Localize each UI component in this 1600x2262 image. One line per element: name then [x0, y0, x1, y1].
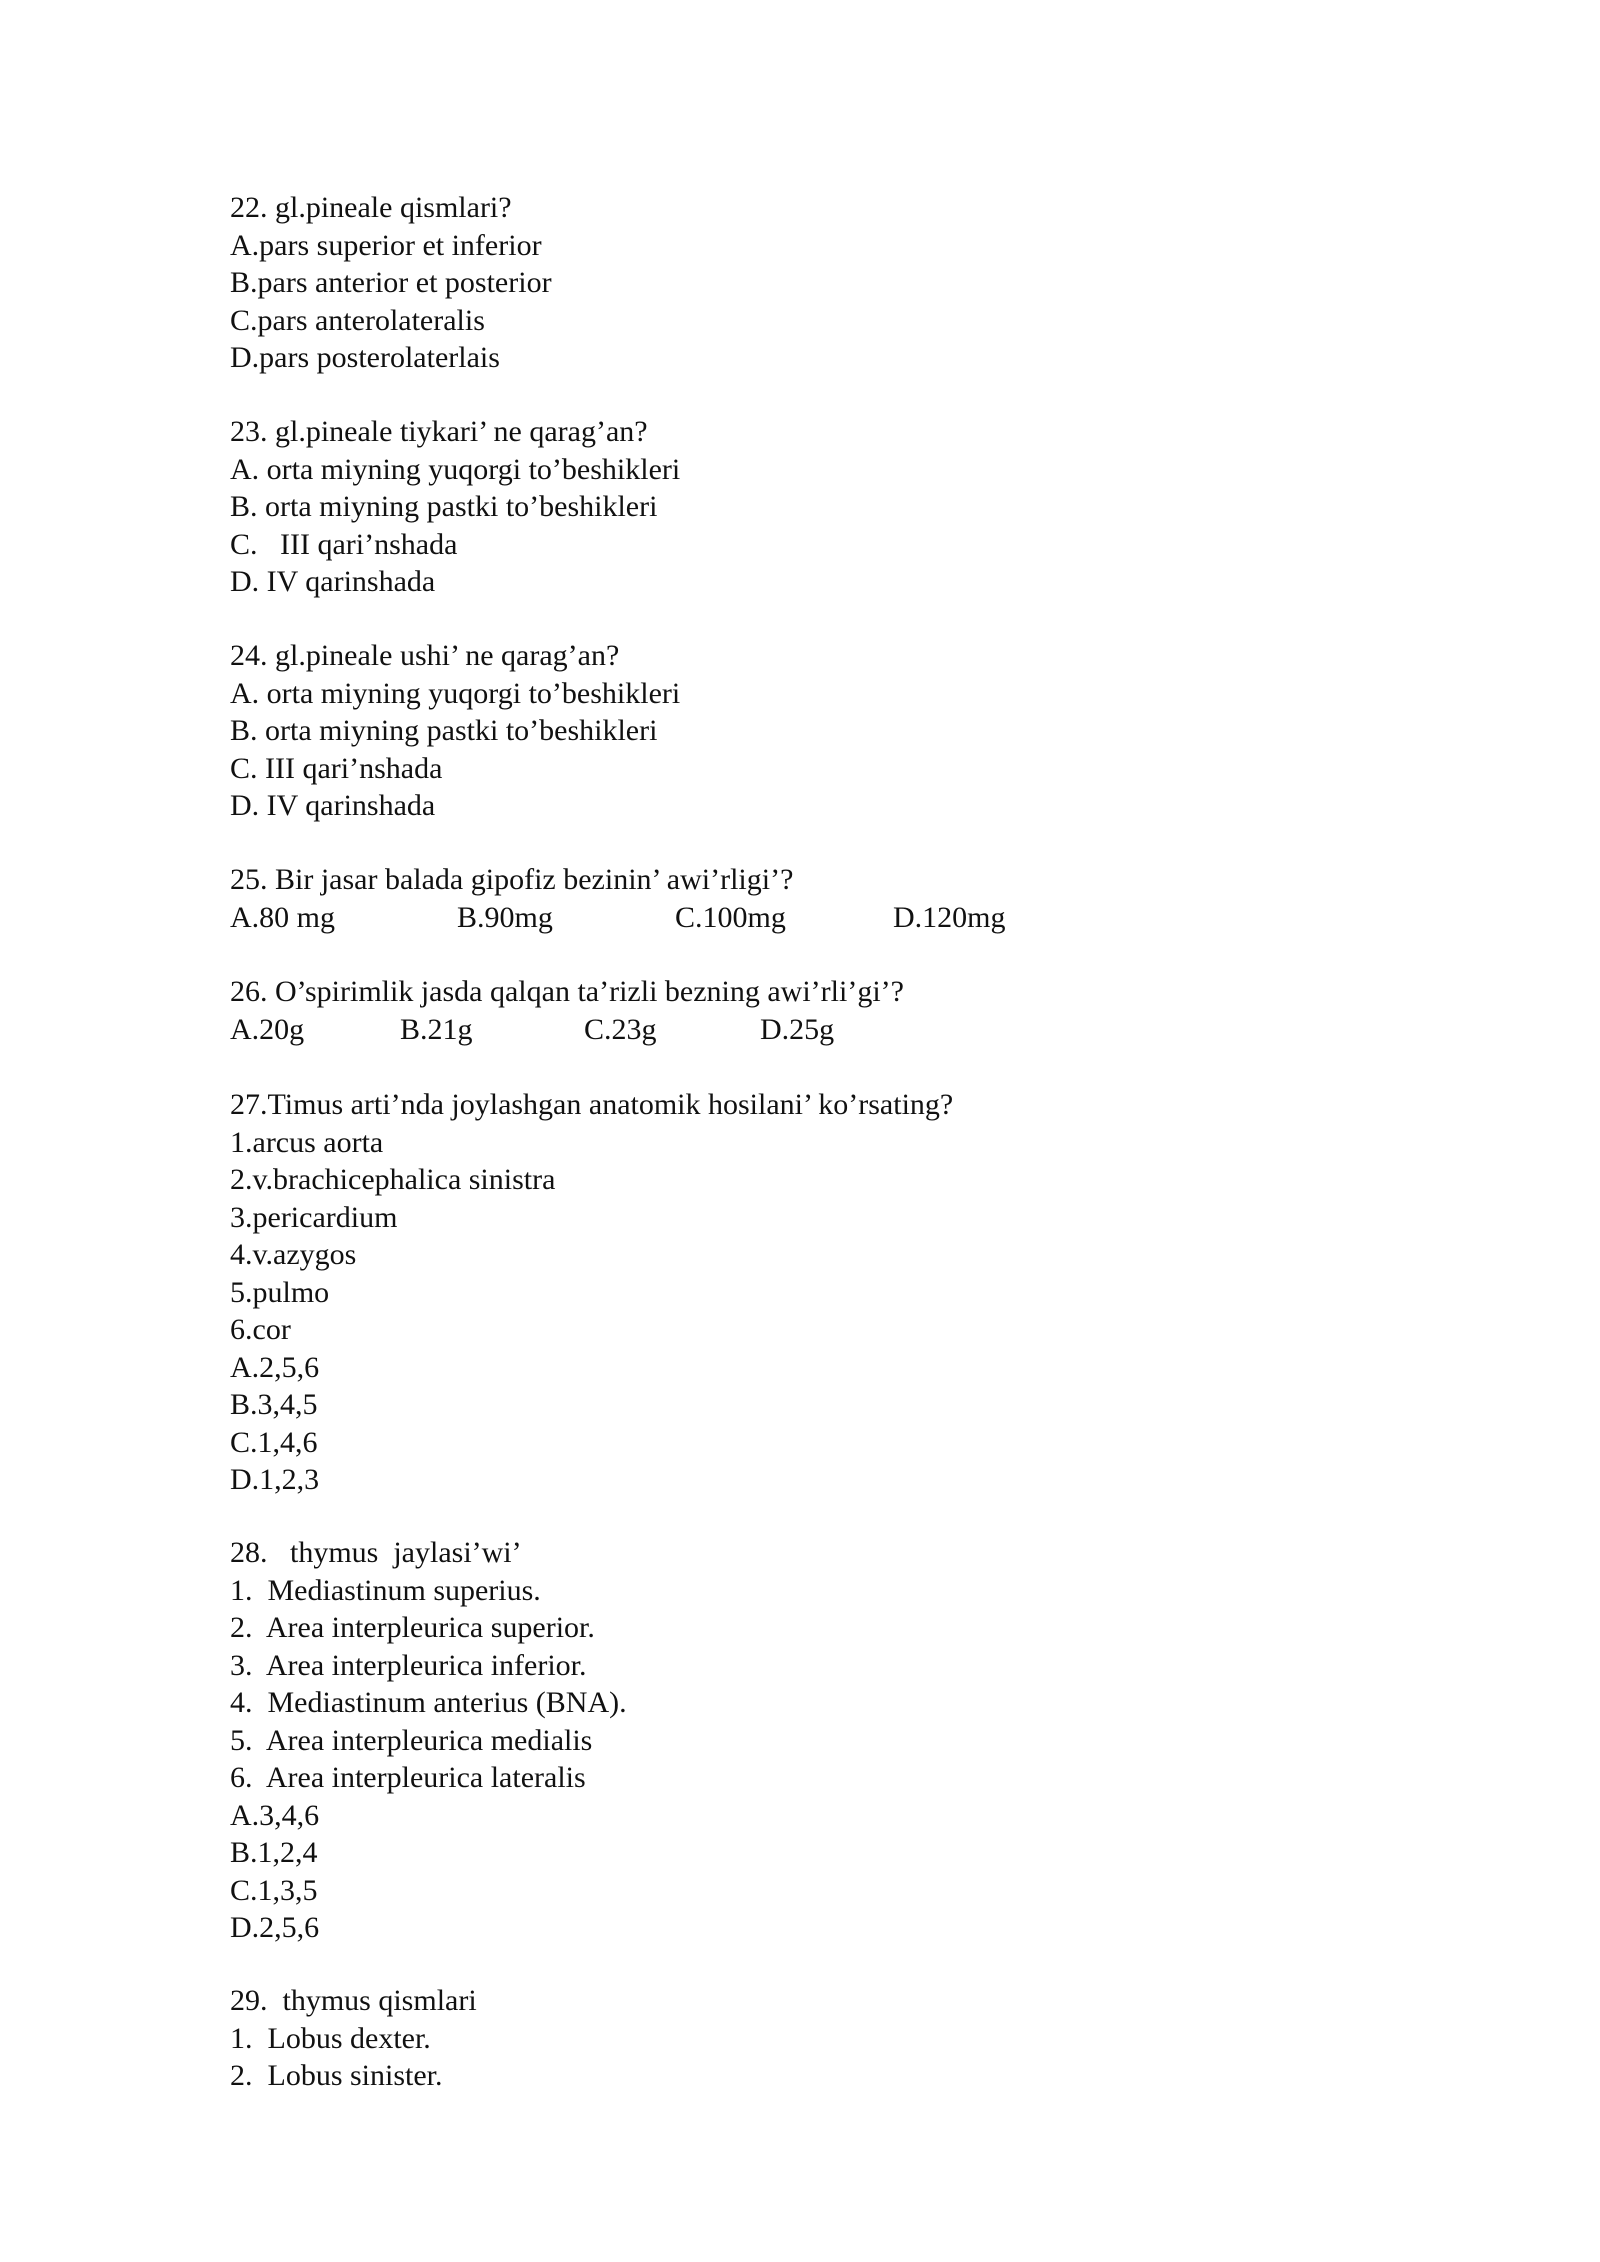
answer-option: C.23g: [584, 1012, 657, 1046]
answer-option: C.1,4,6: [230, 1425, 318, 1459]
list-item: 6.cor: [230, 1313, 291, 1346]
answer-option: D.120mg: [893, 900, 1006, 934]
answer-option: A.20g: [230, 1012, 305, 1046]
answer-option: B.90mg: [457, 900, 553, 934]
answer-option: C.pars anterolateralis: [230, 303, 485, 337]
question-text: 22. gl.pineale qismlari?: [230, 191, 512, 224]
list-item: 1.arcus aorta: [230, 1125, 384, 1159]
answer-option: B. orta miyning pastki to’beshikleri: [230, 490, 658, 523]
question-text: 28. thymus jaylasi’wi’: [230, 1536, 522, 1569]
list-item: 2. Area interpleurica superior.: [230, 1611, 595, 1644]
answer-options-row: [230, 899, 1410, 937]
list-item: 5. Area interpleurica medialis: [230, 1723, 593, 1757]
answer-option: B.3,4,5: [230, 1388, 318, 1421]
answer-option: B.1,2,4: [230, 1836, 318, 1869]
answer-option: C.1,3,5: [230, 1873, 318, 1907]
answer-options-row: [230, 1011, 1410, 1049]
list-item: 2. Lobus sinister.: [230, 2059, 443, 2092]
answer-option: A. orta miyning yuqorgi to’beshikleri: [230, 452, 681, 486]
answer-option: B.21g: [400, 1012, 473, 1046]
list-item: 1. Lobus dexter.: [230, 2021, 431, 2055]
answer-option: C.100mg: [675, 900, 786, 934]
answer-option: D. IV qarinshada: [230, 789, 436, 822]
question-28: [230, 1534, 1410, 1947]
answer-option: D.1,2,3: [230, 1463, 320, 1496]
list-item: 3.pericardium: [230, 1200, 398, 1234]
question-text: 23. gl.pineale tiykari’ ne qarag’an?: [230, 415, 648, 448]
question-text: 26. O’spirimlik jasda qalqan ta’rizli bezning awi’rli’gi’?: [230, 975, 904, 1008]
question-26: [230, 973, 1410, 1048]
question-23: [230, 413, 1410, 601]
question-25: [230, 861, 1410, 936]
question-text: 24. gl.pineale ushi’ ne qarag’an?: [230, 639, 620, 672]
question-text: 27.Timus arti’nda joylashgan anatomik hosilani’ ko’rsating?: [230, 1088, 954, 1121]
question-27: [230, 1086, 1410, 1499]
answer-option: D. IV qarinshada: [230, 565, 436, 598]
answer-option: A.80 mg: [230, 900, 335, 934]
answer-option: B.pars anterior et posterior: [230, 266, 552, 299]
answer-option: D.pars posterolaterlais: [230, 341, 500, 374]
answer-option: C. III qari’nshada: [230, 527, 458, 561]
question-24: [230, 637, 1410, 825]
question-22: [230, 189, 1410, 377]
question-29: [230, 1982, 1410, 2095]
question-text: 29. thymus qismlari: [230, 1984, 477, 2017]
answer-option: B. orta miyning pastki to’beshikleri: [230, 714, 658, 747]
answer-option: D.25g: [760, 1012, 835, 1046]
list-item: 5.pulmo: [230, 1275, 330, 1309]
question-text: 25. Bir jasar balada gipofiz bezinin’ awi’rligi’?: [230, 863, 794, 896]
answer-option: A.2,5,6: [230, 1350, 320, 1384]
list-item: 4. Mediastinum anterius (BNA).: [230, 1686, 627, 1719]
list-item: 4.v.azygos: [230, 1238, 357, 1271]
list-item: 2.v.brachicephalica sinistra: [230, 1163, 556, 1196]
answer-option: A.3,4,6: [230, 1798, 320, 1832]
answer-option: C. III qari’nshada: [230, 751, 443, 785]
answer-option: D.2,5,6: [230, 1911, 320, 1944]
answer-option: A. orta miyning yuqorgi to’beshikleri: [230, 676, 681, 710]
answer-option: A.pars superior et inferior: [230, 228, 542, 262]
list-item: 3. Area interpleurica inferior.: [230, 1648, 587, 1682]
list-item: 1. Mediastinum superius.: [230, 1573, 541, 1607]
list-item: 6. Area interpleurica lateralis: [230, 1761, 586, 1794]
